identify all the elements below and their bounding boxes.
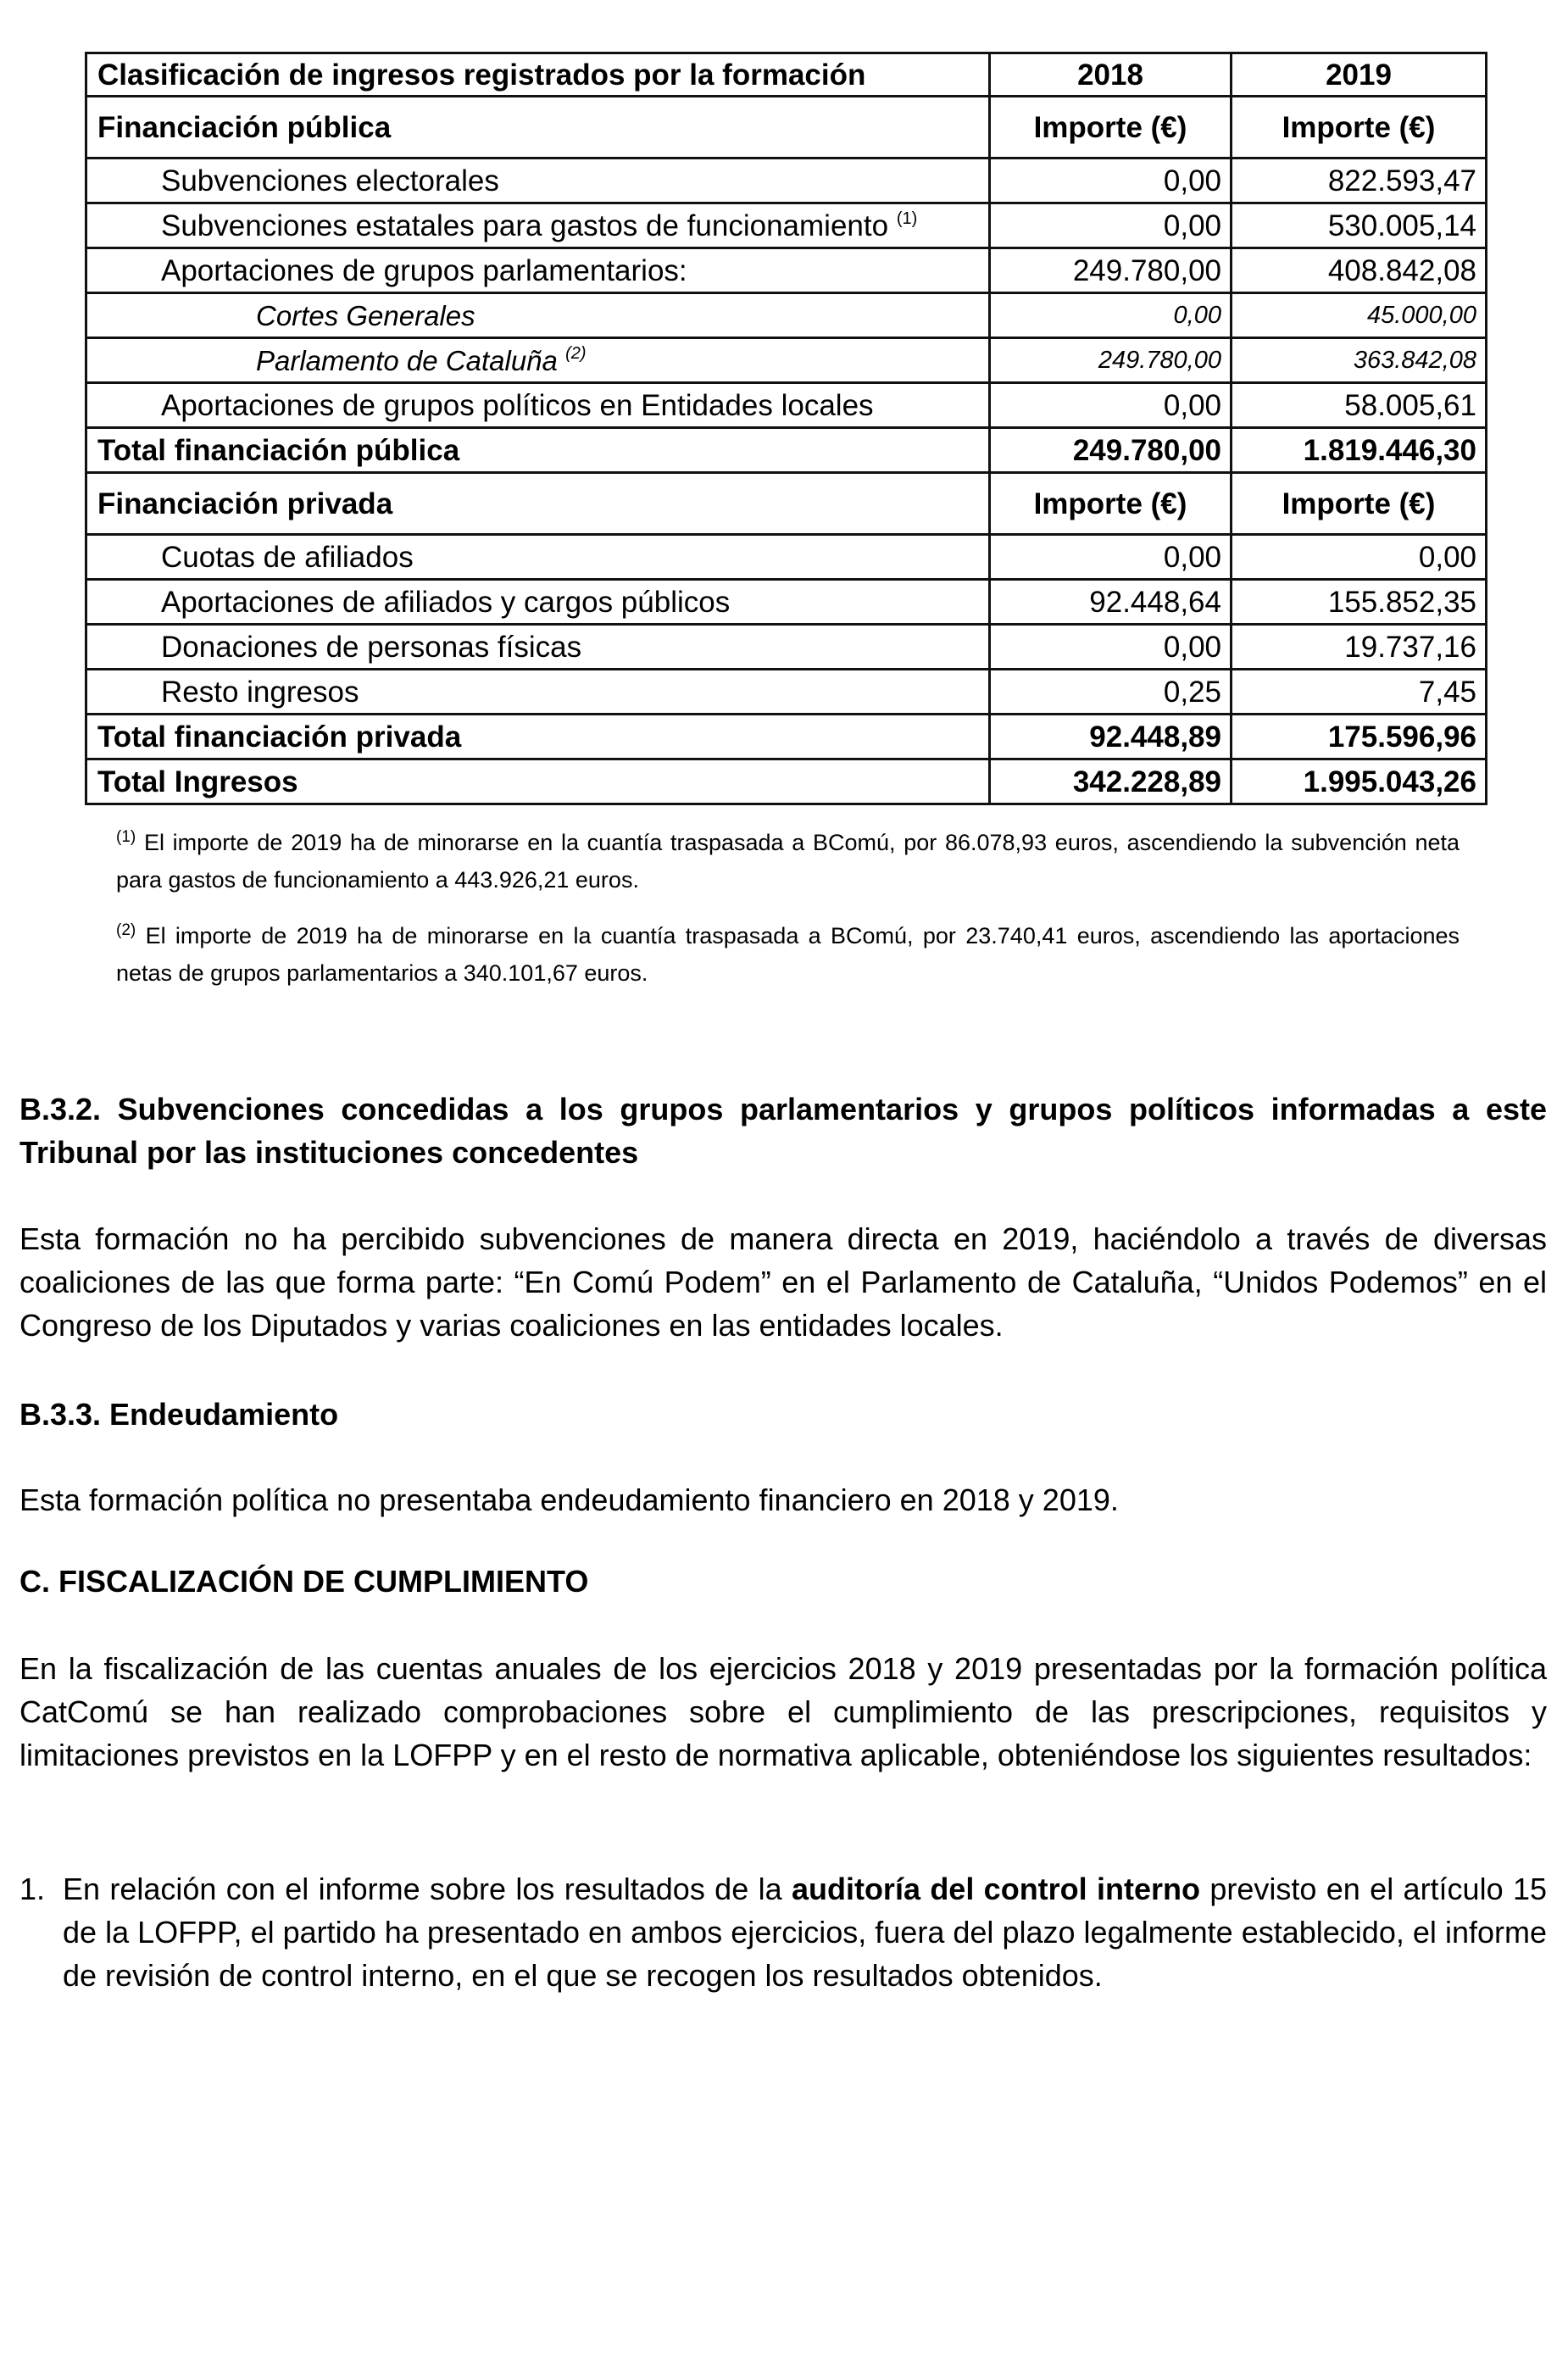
income-classification-table	[85, 52, 1487, 805]
grand-total-label: Total Ingresos	[86, 759, 990, 804]
list-text-before: En relación con el informe sobre los resultados de la	[63, 1872, 792, 1906]
footnote-marker: (2)	[116, 921, 136, 939]
row-label: Subvenciones electorales	[86, 159, 990, 203]
footnote-1	[116, 824, 1460, 898]
unit-label-2018: Importe (€)	[990, 97, 1232, 159]
list-item-content	[63, 1867, 1547, 1997]
table-row	[86, 203, 1487, 248]
section-row-private	[86, 473, 1487, 535]
total-2018: 92.448,89	[990, 715, 1232, 759]
value-2018: 92.448,64	[990, 580, 1232, 625]
table-row-sub	[86, 338, 1487, 383]
value-2018: 0,00	[990, 383, 1232, 428]
grand-total-2019: 1.995.043,26	[1232, 759, 1487, 804]
value-2018: 0,00	[990, 293, 1232, 338]
total-row-public	[86, 428, 1487, 473]
total-label: Total financiación privada	[86, 715, 990, 759]
total-label: Total financiación pública	[86, 428, 990, 473]
list-text-after: previsto en el artículo 15 de la LOFPP, el partido ha presentado en ambos ejercicios, fuera del plazo legalmente establecido, el informe de revisión de control interno, en el que se recogen los resultados obtenidos.	[63, 1872, 1547, 1993]
table-row	[86, 580, 1487, 625]
value-2018: 0,25	[990, 670, 1232, 715]
value-2018: 249.780,00	[990, 338, 1232, 383]
row-label: Aportaciones de afiliados y cargos públicos	[86, 580, 990, 625]
header-year-2019: 2019	[1232, 53, 1487, 97]
value-2019: 155.852,35	[1232, 580, 1487, 625]
section-row-public	[86, 97, 1487, 159]
table-row	[86, 535, 1487, 580]
section-heading-c: C. FISCALIZACIÓN DE CUMPLIMIENTO	[19, 1564, 589, 1599]
value-2018: 0,00	[990, 535, 1232, 580]
section-label: Financiación privada	[86, 473, 990, 535]
row-label: Subvenciones estatales para gastos de funcionamiento	[161, 209, 889, 242]
total-2018: 249.780,00	[990, 428, 1232, 473]
grand-total-2018: 342.228,89	[990, 759, 1232, 804]
footnote-ref: (2)	[565, 343, 587, 363]
table-header-row	[86, 53, 1487, 97]
grand-total-row	[86, 759, 1487, 804]
total-2019: 1.819.446,30	[1232, 428, 1487, 473]
unit-label-2018: Importe (€)	[990, 473, 1232, 535]
table-row-sub	[86, 293, 1487, 338]
table-row	[86, 670, 1487, 715]
footnote-ref: (1)	[896, 209, 918, 228]
list-marker: 1.	[19, 1872, 46, 1906]
row-label: Aportaciones de grupos parlamentarios:	[86, 248, 990, 293]
value-2018: 0,00	[990, 203, 1232, 248]
value-2019: 408.842,08	[1232, 248, 1487, 293]
footnote-marker: (1)	[116, 828, 136, 846]
value-2018: 249.780,00	[990, 248, 1232, 293]
value-2019: 363.842,08	[1232, 338, 1487, 383]
list-item-1	[19, 1867, 1547, 1997]
table-row	[86, 248, 1487, 293]
unit-label-2019: Importe (€)	[1232, 97, 1487, 159]
value-2018: 0,00	[990, 159, 1232, 203]
section-heading-b32: B.3.2. Subvenciones concedidas a los grupos parlamentarios y grupos políticos informadas a este Tribunal por las instituciones concedentes	[19, 1092, 1547, 1170]
header-label: Clasificación de ingresos registrados por la formación	[86, 53, 990, 97]
header-year-2018: 2018	[990, 53, 1232, 97]
row-label-cell	[86, 338, 990, 383]
section-label: Financiación pública	[86, 97, 990, 159]
table-row	[86, 625, 1487, 670]
value-2019: 822.593,47	[1232, 159, 1487, 203]
list-text-bold: auditoría del control interno	[791, 1872, 1201, 1906]
row-label: Aportaciones de grupos políticos en Entidades locales	[86, 383, 990, 428]
value-2018: 0,00	[990, 625, 1232, 670]
table-row	[86, 383, 1487, 428]
row-label-cell	[86, 203, 990, 248]
value-2019: 45.000,00	[1232, 293, 1487, 338]
unit-label-2019: Importe (€)	[1232, 473, 1487, 535]
section-paragraph-c: En la fiscalización de las cuentas anuales de los ejercicios 2018 y 2019 presentadas por la formación política CatComú se han realizado comprobaciones sobre el cumplimiento de las prescripciones, requisitos y limitaciones previstos en la LOFPP y en el resto de normativa aplicable, obteniéndose los siguientes resultados:	[19, 1651, 1547, 1772]
footnote-2	[116, 917, 1460, 992]
row-label: Resto ingresos	[86, 670, 990, 715]
total-2019: 175.596,96	[1232, 715, 1487, 759]
footnote-text: El importe de 2019 ha de minorarse en la cuantía traspasada a BComú, por 23.740,41 euros, ascendiendo las aportaciones netas de grupos parlamentarios a 340.101,67 euros.	[116, 923, 1460, 986]
row-label: Parlamento de Cataluña	[256, 344, 558, 376]
row-label: Cuotas de afiliados	[86, 535, 990, 580]
row-label: Cortes Generales	[86, 293, 990, 338]
section-paragraph-b33: Esta formación política no presentaba endeudamiento financiero en 2018 y 2019.	[19, 1482, 1119, 1517]
value-2019: 58.005,61	[1232, 383, 1487, 428]
footnote-text: El importe de 2019 ha de minorarse en la cuantía traspasada a BComú, por 86.078,93 euros, ascendiendo la subvención neta para gastos de funcionamiento a 443.926,21 euros.	[116, 830, 1460, 893]
row-label: Donaciones de personas físicas	[86, 625, 990, 670]
table-row	[86, 159, 1487, 203]
value-2019: 19.737,16	[1232, 625, 1487, 670]
section-heading-b33: B.3.3. Endeudamiento	[19, 1397, 339, 1432]
section-paragraph-b32: Esta formación no ha percibido subvenciones de manera directa en 2019, haciéndolo a través de diversas coaliciones de las que forma parte: “En Comú Podem” en el Parlamento de Cataluña, “Unidos Podemos” en el Congreso de los Diputados y varias coaliciones en las entidades locales.	[19, 1221, 1547, 1343]
value-2019: 530.005,14	[1232, 203, 1487, 248]
value-2019: 0,00	[1232, 535, 1487, 580]
total-row-private	[86, 715, 1487, 759]
value-2019: 7,45	[1232, 670, 1487, 715]
